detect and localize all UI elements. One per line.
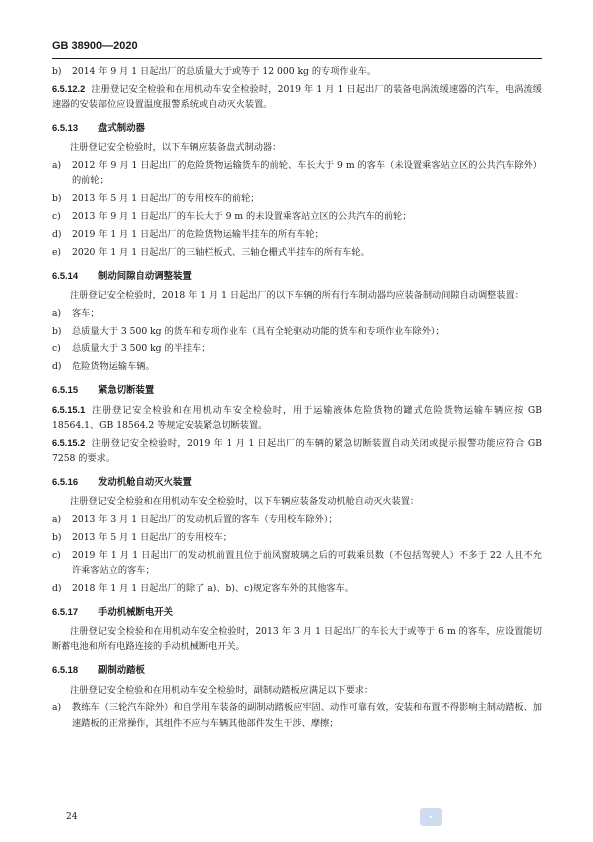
clause-paragraph bbox=[52, 82, 542, 112]
list-label: b) bbox=[52, 66, 62, 77]
list-label: b) bbox=[52, 531, 62, 543]
list-item bbox=[52, 341, 542, 356]
list-text: 危险货物运输车辆。 bbox=[72, 361, 155, 373]
list-item bbox=[52, 227, 542, 242]
list-item bbox=[52, 548, 542, 578]
section-heading bbox=[52, 662, 542, 677]
section-number: 6.5.13 bbox=[52, 122, 79, 134]
section-title: 紧急切断装置 bbox=[98, 384, 155, 396]
list-item bbox=[52, 245, 542, 260]
section-heading bbox=[52, 268, 542, 283]
clause-text: 注册登记安全检验和在用机动车安全检验时，2019 年 1 月 1 日起出厂的装备电涡流缓速器的汽车，电涡流缓速器的安装部位应设置温度报警系统或自动灭火装置。 bbox=[52, 83, 542, 110]
document-body bbox=[52, 64, 542, 733]
list-text: 2013 年 5 月 1 日起出厂的专用校车； bbox=[72, 531, 232, 543]
list-item bbox=[52, 209, 542, 224]
list-text: 教练车（三轮汽车除外）和自学用车装备的副制动踏板应牢固、动作可靠有效，安装和布置不得影响主制动踏板、加速踏板的正常操作，其组件不应与车辆其他部件发生干涉、摩擦； bbox=[72, 702, 542, 729]
list-item bbox=[52, 191, 542, 206]
list-text: 2020 年 1 月 1 日起出厂的三轴栏板式、三轴仓栅式半挂车的所有车轮。 bbox=[72, 246, 370, 258]
section-number: 6.5.14 bbox=[52, 269, 79, 281]
body-paragraph: 注册登记安全检验和在用机动车安全检验时，2013 年 3 月 1 日起出厂的车长大于或等于 6 m 的客车，应设置能切断蓄电池和所有电路连接的手动机械断电开关。 bbox=[52, 626, 542, 653]
page-number: 24 bbox=[66, 812, 78, 822]
clause-text: 注册登记安全检验和在用机动车安全检验时，用于运输液体危险货物的罐式危险货物运输车辆应按 GB 18564.1、GB 18564.2 等规定安装紧急切断装置。 bbox=[52, 404, 542, 431]
list-item bbox=[52, 700, 542, 730]
list-label: e) bbox=[52, 246, 62, 258]
clause-number: 6.5.12.2 bbox=[52, 83, 86, 94]
list-label: c) bbox=[52, 549, 61, 561]
section-title: 盘式制动器 bbox=[98, 122, 145, 134]
body-paragraph: 注册登记安全检验时，以下车辆应装备盘式制动器： bbox=[70, 142, 282, 154]
section-number: 6.5.18 bbox=[52, 664, 79, 676]
body-paragraph: 注册登记安全检验和在用机动车安全检验时，以下车辆应装备发动机舱自动灭火装置： bbox=[70, 496, 420, 508]
list-text: 总质量大于 3 500 kg 的货车和专项作业车（具有全轮驱动功能的货车和专项作业车除外）； bbox=[72, 325, 445, 337]
clause-number: 6.5.15.2 bbox=[52, 437, 86, 448]
list-text: 2018 年 1 月 1 日起出厂的除了 a)、b)、c)规定客车外的其他客车。 bbox=[72, 582, 354, 594]
list-item bbox=[52, 581, 542, 596]
section-title: 副制动踏板 bbox=[98, 664, 145, 676]
section-title: 手动机械断电开关 bbox=[98, 605, 174, 617]
list-text: 2014 年 9 月 1 日起出厂的总质量大于或等于 12 000 kg 的专项作业车。 bbox=[72, 66, 377, 77]
list-label: a) bbox=[52, 307, 62, 319]
list-label: a) bbox=[52, 514, 62, 525]
header-rule bbox=[52, 58, 542, 59]
list-label: d) bbox=[52, 582, 62, 594]
list-item bbox=[52, 359, 542, 374]
list-label: a) bbox=[52, 702, 62, 714]
section-number: 6.5.16 bbox=[52, 476, 79, 487]
list-text: 客车； bbox=[72, 307, 100, 319]
list-label: d) bbox=[52, 228, 62, 240]
section-heading bbox=[52, 604, 542, 619]
list-label: c) bbox=[52, 343, 61, 355]
list-label: b) bbox=[52, 193, 62, 205]
section-heading bbox=[52, 474, 542, 489]
section-title: 发动机舱自动灭火装置 bbox=[98, 476, 192, 487]
list-text: 2013 年 3 月 1 日起出厂的发动机后置的客车（专用校车除外）； bbox=[72, 514, 338, 525]
clause-paragraph bbox=[52, 403, 542, 433]
list-item bbox=[52, 530, 542, 545]
body-paragraph: 注册登记安全检验时，2018 年 1 月 1 日起出厂的以下车辆的所有行车制动器均应装备制动间隙自动调整装置： bbox=[70, 290, 524, 301]
section-title: 制动间隙自动调整装置 bbox=[98, 269, 192, 281]
list-text: 2012 年 9 月 1 日起出厂的危险货物运输货车的前轮、车长大于 9 m 的客车（未设置乘客站立区的公共汽车除外）的前轮； bbox=[72, 160, 542, 187]
section-heading bbox=[52, 382, 542, 397]
list-label: a) bbox=[52, 160, 62, 172]
section-number: 6.5.15 bbox=[52, 384, 79, 396]
list-item bbox=[52, 324, 542, 339]
standard-number: GB 38900—2020 bbox=[52, 40, 138, 52]
list-text: 2013 年 5 月 1 日起出厂的专用校车的前轮； bbox=[72, 193, 260, 205]
list-item bbox=[52, 306, 542, 321]
list-text: 2013 年 9 月 1 日起出厂的车长大于 9 m 的未设置乘客站立区的公共汽车的前轮； bbox=[72, 211, 412, 222]
section-heading bbox=[52, 120, 542, 135]
section-number: 6.5.17 bbox=[52, 605, 79, 617]
list-item bbox=[52, 512, 542, 527]
list-label: c) bbox=[52, 211, 61, 222]
watermark-logo-icon: ✦ bbox=[420, 808, 442, 826]
clause-text: 注册登记安全检验时，2019 年 1 月 1 日起出厂的车辆的紧急切断装置自动关闭或提示报警功能应符合 GB 7258 的要求。 bbox=[52, 437, 542, 464]
list-label: b) bbox=[52, 325, 62, 337]
clause-paragraph bbox=[52, 436, 542, 466]
list-text: 2019 年 1 月 1 日起出厂的危险货物运输半挂车的所有车轮； bbox=[72, 228, 324, 240]
list-text: 2019 年 1 月 1 日起出厂的发动机前置且位于前风窗玻璃之后的可载乘员数（不包括驾驶人）不多于 22 人且不允许乘客站立的客车； bbox=[72, 549, 542, 576]
list-item bbox=[52, 158, 542, 188]
list-item bbox=[52, 64, 542, 79]
list-text: 总质量大于 3 500 kg 的半挂车； bbox=[72, 343, 211, 355]
list-label: d) bbox=[52, 361, 62, 373]
clause-number: 6.5.15.1 bbox=[52, 404, 86, 415]
body-paragraph: 注册登记安全检验和在用机动车安全检验时，副制动踏板应满足以下要求： bbox=[70, 684, 374, 696]
